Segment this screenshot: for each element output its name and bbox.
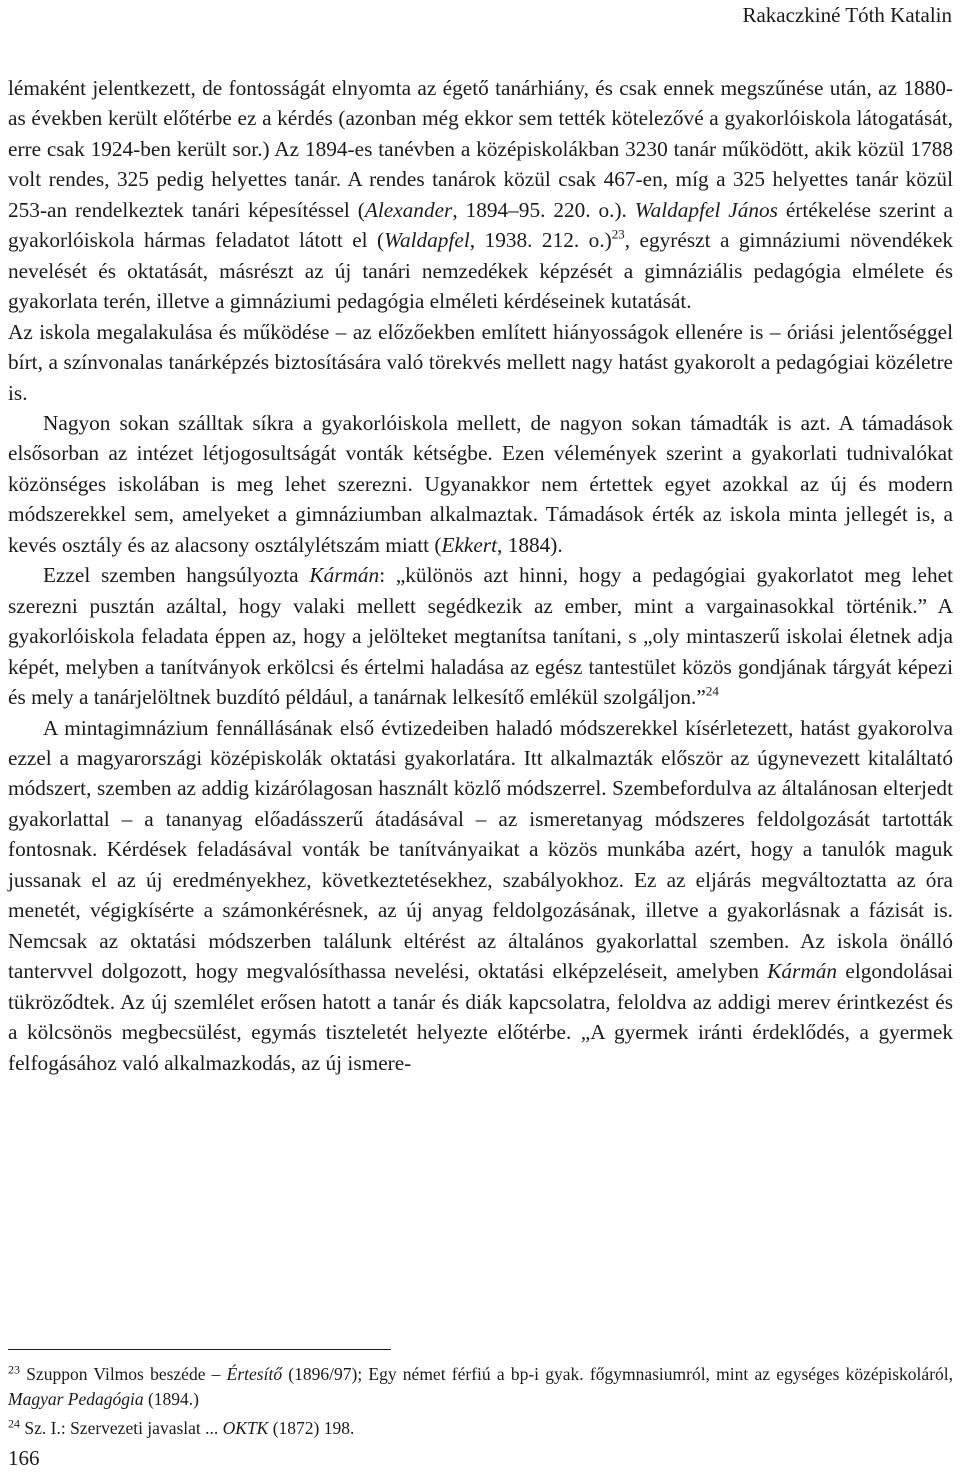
page-number: 166 [8,1446,40,1470]
footnote-24: $^{24}$ Sz. I.: Szervezeti javaslat ... OKTK (1872) 198. [8,1416,355,1438]
paragraph-2: Az iskola megalakulása és működése – az előzőekben említett hiányosságok ellenére is – óriási jelentőséggel bírt, a színvonalas tanárképzés biztosítására való törekvés mellett nagy hatást gyakorolt a pedagógiai közéletre is. [8,319,953,405]
paragraph-5: A mintagimnázium fennállásának első évtizedeiben haladó módszerekkel kísérletezett, hatást gyakorolva ezzel a magyarországi középiskolák oktatási gyakorlatára. Itt alkalmazták először az úgynevezett kitaláltató módszert, szemben az addig kizárólagosan használt közlő módszerrel. Szembefordulva az általánosan elterjedt gyakorlattal – a tananyag előadásszerű átadásával – az ismeretanyag módszeres feldolgozását tartották fontosnak. Kérdések feladásával vonták be tanítványaikat a közös munkába azért, hogy a tanulók maguk jussanak el az új eredményekhez, következtetésekhez, szabályokhoz. Ez az eljárás megváltoztatta az óra menetét, végigkísérte a számonkérésnek, az új anyag feldolgozásának, illetve a gyakorlásnak a fázisát is. Nemcsak az oktatási módszerben találunk eltérést az általános gyakorlattal szemben. Az iskola önálló tantervvel dolgozott, hogy megvalósíthassa nevelési, oktatási elképzeléseit, amelyben Kármán elgondolásai tükröződtek. Az új szemlélet erősen hatott a tanár és diák kapcsolatra, feloldva az addigi merev érintkezést és a kölcsönös megbecsülést, egymás tiszteletét helyezte előtérbe. „A gyermek iránti érdeklődés, a gyermek felfogásához való alkalmazkodás, az új ismere- [8,715,954,1075]
footnote-number: 24 [8,1416,20,1431]
paragraph-1: lémaként jelentkezett, de fontosságát elnyomta az égető tanárhiány, és csak ennek megszűnése után, az 1880-as években került előtérbe ez a kérdés (azonban még ekkor sem tették kötelezővé a gyakorlóiskola látogatását, erre csak 1924-ben került sor.) Az 1894-es tanévben a középiskolákban 3230 tanár működött, akik közül 1788 volt rendes, 325 pedig helyettes tanár. A rendes tanárok közül csak 467-en, míg a 325 helyettes tanár közül 253-an rendelkeztek tanári képesítéssel (Alexander, 1894–95. 220. o.). Waldapfel János értékelése szerint a gyakorlóiskola hármas feladatot látott el (Waldapfel, 1938. 212. o.)$^{23}$, egyrészt a gimnáziumi növendékek nevelését és oktatását, másrészt az új tanári nemzedékek képzését a gimnáziális pedagógia elmélete és gyakorlata terén, illetve a gimnáziumi pedagógia elméleti kérdéseinek kutatását. [8,76,953,314]
paragraph-3: Nagyon sokan szálltak síkra a gyakorlóiskola mellett, de nagyon sokan támadták is azt. A támadások elsősorban az intézet létjogosultságát vonták kétségbe. Ezen vélemények szerint a gyakorlati tudnivalókat közönséges iskolában is meg lehet szerezni. Ugyanakkor nem értettek egyet azokkal az új és modern módszerekkel sem, amelyeket a gimnáziumban alkalmaztak. Támadások érték az iskola minta jellegét is, a kevés osztály és az alacsony osztálylétszám miatt (Ekkert, 1884). [8,410,953,557]
publication-title: OKTK [222,1418,269,1438]
paragraph-4: Ezzel szemben hangsúlyozta Kármán: „különös azt hinni, hogy a pedagógiai gyakorlatot meg lehet szerezni pusztán azáltal, hogy valaki mellett segédkezik az ember, mint a vargainasokkal történik.” A gyakorlóiskola feladata éppen az, hogy a jelölteket megtanítsa tanítani, s „oly mintaszerű iskolai életnek adja képét, melyben a tanítványok erkölcsi és értelmi haladása az egész tantestület közös gondjának tárgyát képezi és mely a tanárjelöltnek buzdító például, a tanárnak lelkesítő emlékül szolgáljon.”$^{24}$ [8,563,954,710]
publication-title: Magyar Pedagógia [8,1389,144,1409]
person-name: Kármán [767,959,838,984]
main-text [8,73,953,1078]
citation-author: Ekkert [441,532,498,557]
footnote-ref-23[interactable]: 23 [611,226,625,242]
person-name: Waldapfel János [634,197,778,222]
running-header-author: Rakaczkiné Tóth Katalin [742,3,952,27]
footnote-separator [8,1349,391,1350]
citation-author: Waldapfel [384,228,470,253]
footnote-23: $^{23}$ Szuppon Vilmos beszéde – Értesítő (1896/97); Egy német férfiú a bp-i gyak. főgymnasiumról, mint az egységes középiskoláról, Magyar Pedagógia (1894.) [8,1362,954,1409]
footnote-ref-24[interactable]: 24 [705,683,719,699]
footnote-number: 23 [8,1362,20,1377]
publication-title: Értesítő [226,1364,283,1384]
footnotes [8,1362,953,1441]
citation-author: Alexander [364,197,453,222]
person-name: Kármán [309,563,380,588]
